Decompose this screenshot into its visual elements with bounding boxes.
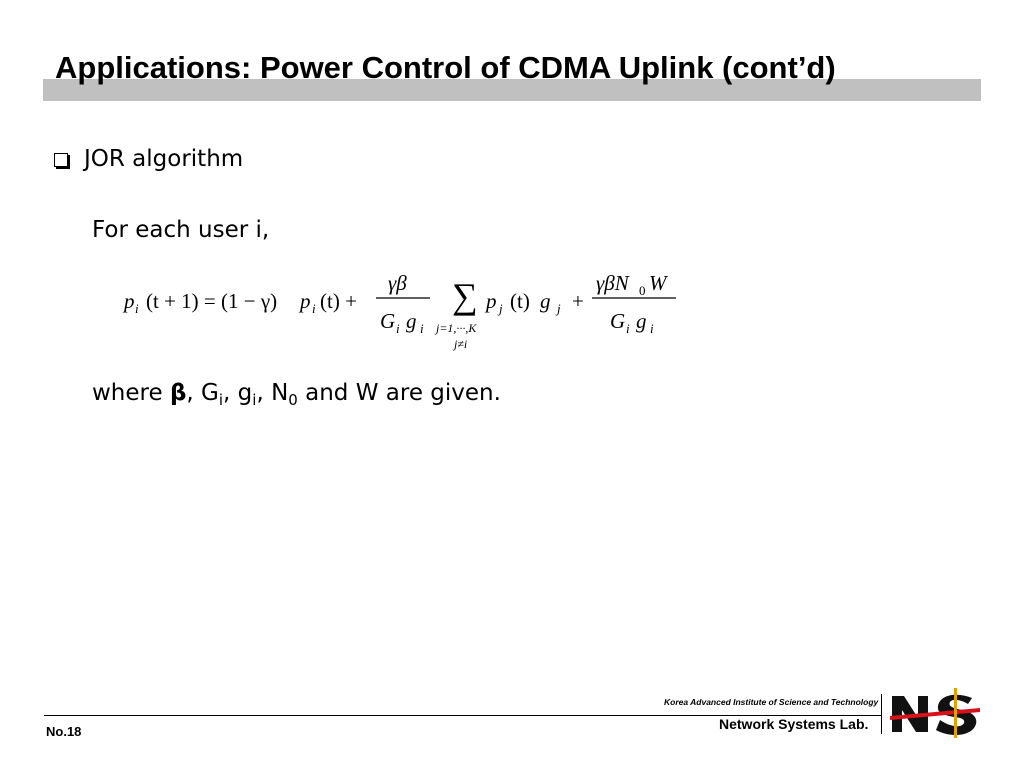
bullet-item	[54, 146, 243, 172]
for-each-line: For each user i,	[92, 217, 270, 243]
eq-sum-p: p	[486, 289, 497, 313]
page-number: No.18	[46, 724, 82, 739]
eq-lhs-p: p	[124, 289, 135, 313]
eq-frac2-num: γβN	[596, 271, 629, 295]
eq-sum-g: g	[540, 289, 551, 313]
where-line: where β, $G_i$, $g_i$, $N_0$ and W are given.	[92, 380, 501, 409]
eq-sum-symbol: ∑	[452, 276, 478, 316]
eq-p2-arg: (t) +	[320, 289, 357, 313]
eq-frac1-den-G: G	[380, 309, 396, 333]
eq-sum-lower1: j=1,···,K	[436, 321, 477, 335]
slide-title: Applications: Power Control of CDMA Uplink (cont’d)	[55, 50, 836, 85]
eq-sum-arg: (t)	[510, 289, 530, 313]
eq-sum-p-sub: j	[499, 301, 503, 316]
eq-frac2-den-g: g	[636, 309, 647, 333]
bullet-text: JOR algorithm	[84, 146, 244, 172]
eq-sum-lower2: j≠i	[454, 337, 468, 351]
institution-name: Korea Advanced Institute of Science and Technology	[664, 697, 879, 707]
eq-frac2-den-gsub: i	[650, 321, 654, 336]
eq-frac2-num-W: W	[649, 271, 667, 295]
jor-equation	[120, 262, 690, 362]
eq-frac1-num: γβ	[388, 271, 407, 295]
lab-name: Network Systems Lab.	[719, 716, 869, 732]
eq-sum-g-sub: j	[557, 301, 561, 316]
eq-frac2-num-sub: 0	[639, 283, 646, 298]
eq-frac2-den-sub: i	[626, 321, 630, 336]
eq-frac1-den-g: g	[406, 309, 417, 333]
eq-frac1-den-sub: i	[396, 321, 400, 336]
eq-lhs-arg: (t + 1) = (1 − γ)	[146, 289, 278, 313]
eq-frac2-den-G: G	[610, 309, 626, 333]
checkbox-bullet-icon	[54, 153, 68, 167]
eq-p2: p	[300, 289, 311, 313]
beta-symbol: β	[169, 380, 187, 406]
eq-frac1-den-gsub: i	[420, 321, 424, 336]
ns-logo-icon	[888, 686, 982, 740]
footer-vertical-divider	[881, 694, 882, 734]
eq-p2-sub: i	[312, 301, 316, 316]
eq-lhs-sub: i	[135, 301, 139, 316]
eq-plus: +	[572, 289, 584, 313]
